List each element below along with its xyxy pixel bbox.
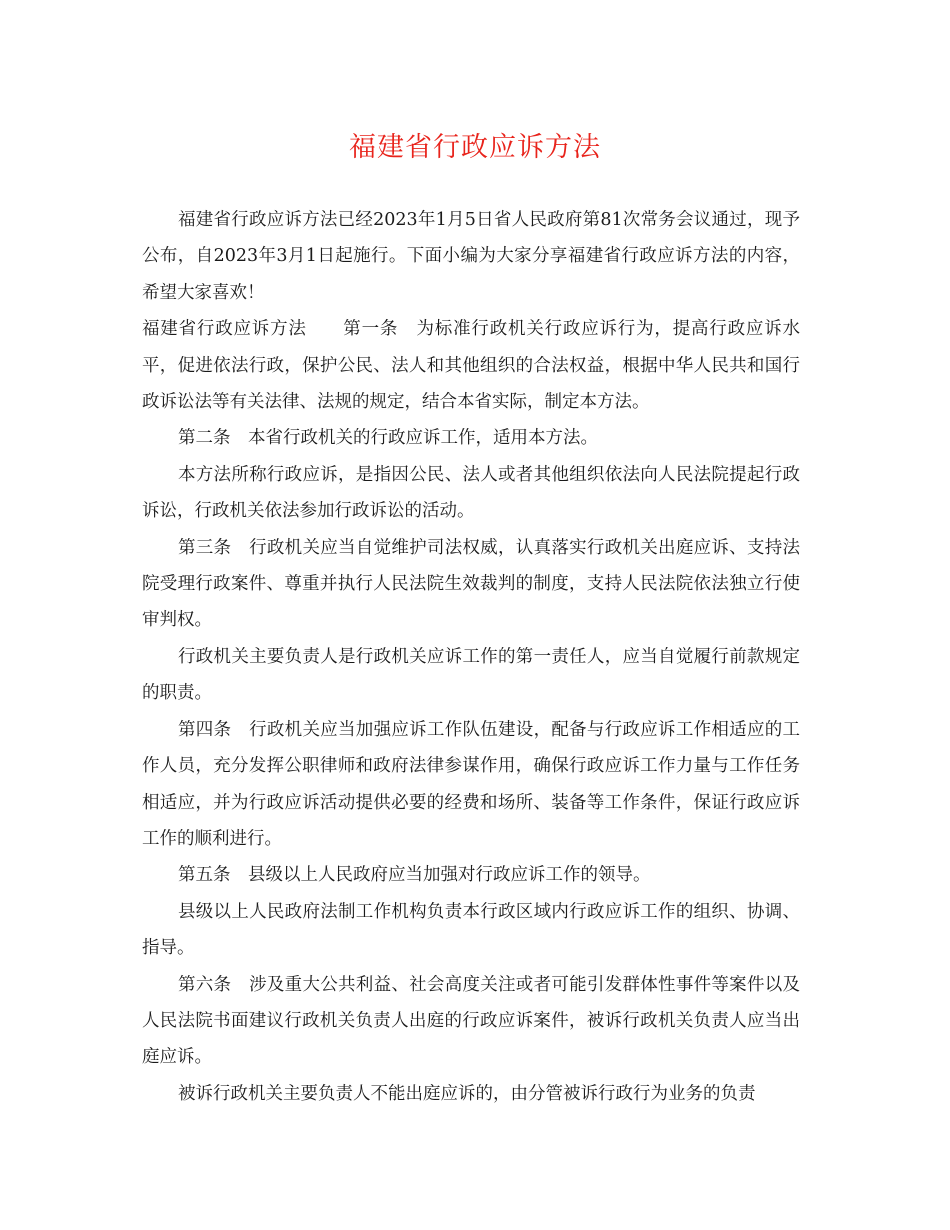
paragraph-intro: 福建省行政应诉方法已经2023年1月5日省人民政府第81次常务会议通过，现予公布，自2023年3月1日起施行。下面小编为大家分享福建省行政应诉方法的内容，希望大家喜欢！ [142, 210, 800, 303]
paragraph-article-2: 第二条 本省行政机关的行政应诉工作，适用本方法。 [178, 428, 598, 449]
document-body [142, 202, 800, 1112]
paragraph-article-4: 第四条 行政机关应当加强应诉工作队伍建设，配备与行政应诉工作相适应的工作人员，充分发挥公职律师和政府法律参谋作用，确保行政应诉工作力量与工作任务相适应，并为行政应诉活动提供必要的经费和场所、装备等工作条件，保证行政应诉工作的顺利进行。 [142, 719, 800, 849]
paragraph-article-1: 福建省行政应诉方法 第一条 为标准行政机关行政应诉行为，提高行政应诉水平，促进依法行政，保护公民、法人和其他组织的合法权益，根据中华人民共和国行政诉讼法等有关法律、法规的规定，结合本省实际，制定本方法。 [142, 319, 800, 413]
paragraph-article-3-responsibility: 行政机关主要负责人是行政机关应诉工作的第一责任人，应当自觉履行前款规定的职责。 [142, 646, 800, 704]
document-title: 福建省行政应诉方法 [349, 132, 601, 163]
paragraph-article-6-continued: 被诉行政机关主要负责人不能出庭应诉的，由分管被诉行政行为业务的负责 [178, 1083, 756, 1104]
paragraph-article-6: 第六条 涉及重大公共利益、社会高度关注或者可能引发群体性事件等案件以及人民法院书面建议行政机关负责人出庭的行政应诉案件，被诉行政机关负责人应当出庭应诉。 [142, 974, 800, 1068]
paragraph-article-2-definition: 本方法所称行政应诉，是指因公民、法人或者其他组织依法向人民法院提起行政诉讼，行政机关依法参加行政诉讼的活动。 [142, 464, 800, 522]
paragraph-article-5: 第五条 县级以上人民政府应当加强对行政应诉工作的领导。 [178, 865, 651, 886]
paragraph-article-3: 第三条 行政机关应当自觉维护司法权威，认真落实行政机关出庭应诉、支持法院受理行政案件、尊重并执行人民法院生效裁判的制度，支持人民法院依法独立行使审判权。 [142, 537, 800, 631]
paragraph-article-5-coordination: 县级以上人民政府法制工作机构负责本行政区域内行政应诉工作的组织、协调、指导。 [142, 901, 800, 959]
